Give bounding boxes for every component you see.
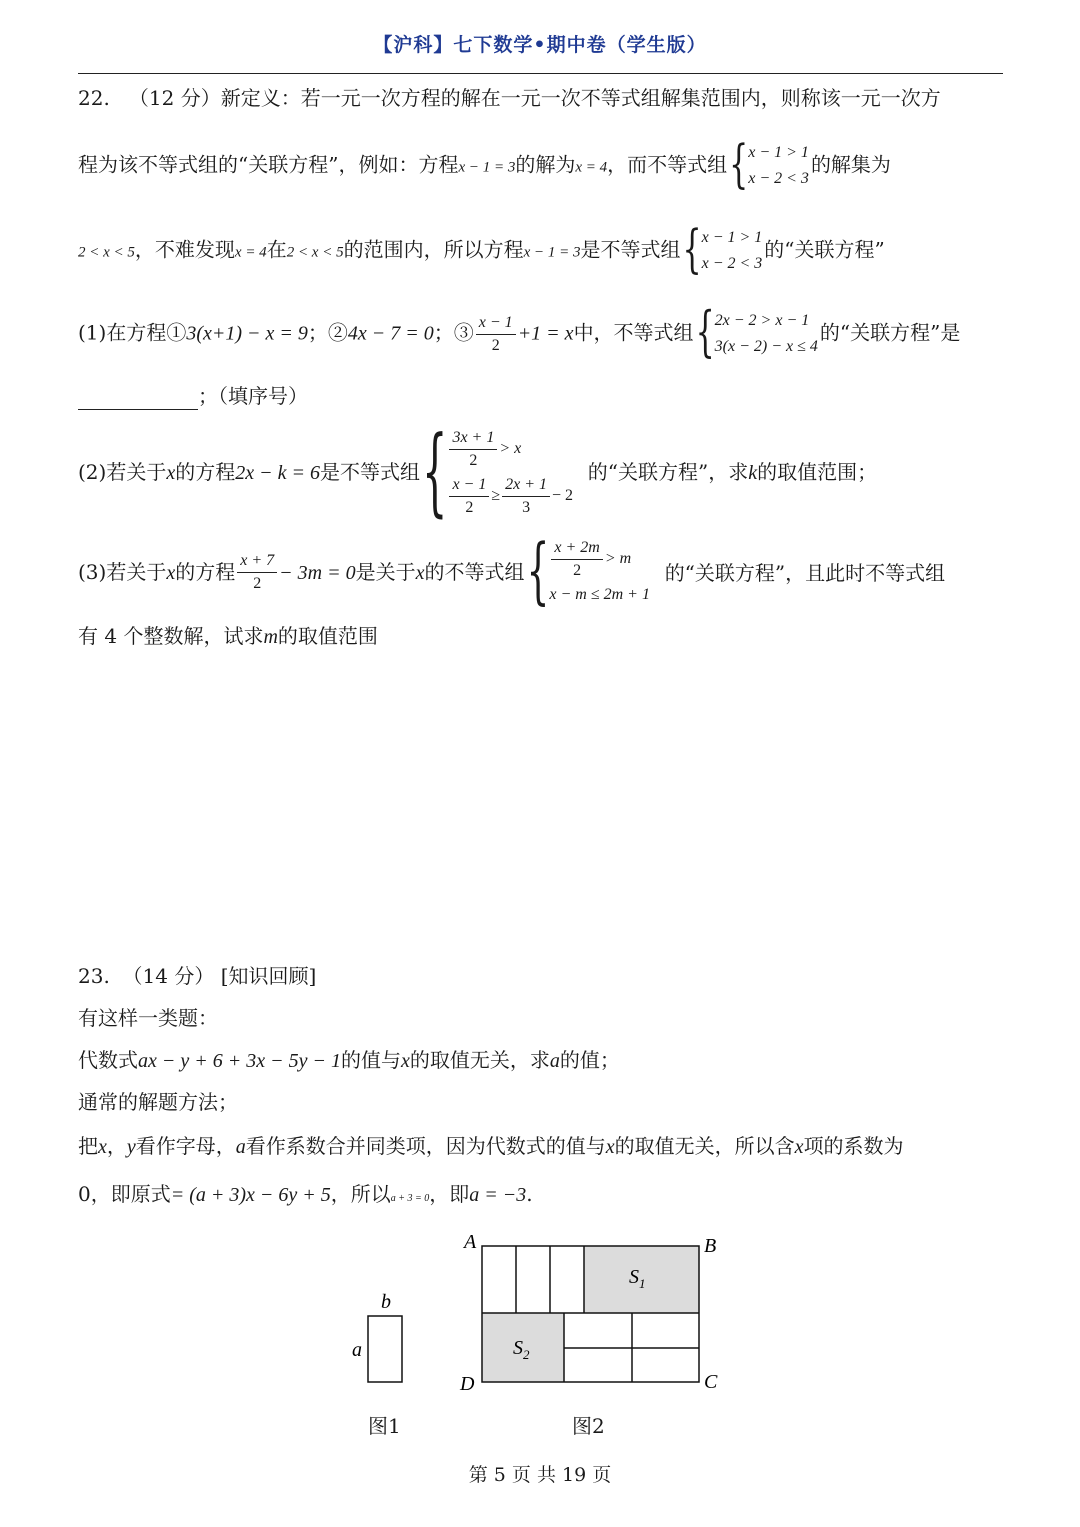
- fraction: [449, 427, 497, 472]
- q22-text: 的“关联方程”: [764, 237, 885, 262]
- var-x: x: [794, 1136, 804, 1158]
- q22-line-3: [78, 220, 885, 280]
- var-a: a: [235, 1136, 246, 1158]
- q22-text: 程为该不等式组的“关联方程”，例如：方程: [78, 152, 459, 177]
- q23-text: ，所以: [330, 1182, 391, 1206]
- q22-number: 22.: [78, 86, 110, 110]
- p1-eq1: 3(x+1) − x = 9: [186, 322, 308, 345]
- q23-text: 看作系数合并同类项，因为代数式的值与: [245, 1134, 606, 1158]
- var-m: m: [263, 626, 278, 648]
- p1-system: { 2x − 2 > x − 1 3(x − 2) − x ≤ 4: [695, 301, 818, 365]
- q22-text: 的“关联方程”，且此时不等式组: [664, 560, 946, 585]
- fraction: [449, 474, 489, 519]
- q23-text: 项的系数为: [803, 1134, 904, 1158]
- p2-eq: 2x − k = 6: [235, 462, 320, 484]
- var-x: x: [401, 1050, 410, 1072]
- q22-text: ；③: [433, 320, 474, 345]
- sol-example: x = 4: [575, 159, 608, 176]
- fig1-label-b: b: [381, 1291, 391, 1313]
- eq-example-ref: x − 1 = 3: [523, 244, 581, 261]
- q22-part-1: [78, 301, 961, 365]
- system-example: { x − 1 > 1 x − 2 < 3: [729, 135, 809, 195]
- q22-text: ，不难发现: [134, 237, 235, 262]
- q22-text: 的“关联方程”，求: [587, 460, 749, 484]
- fig1-rectangle: [368, 1316, 402, 1382]
- fraction-numerator: x − 1: [476, 312, 516, 335]
- p3-system: { $\frac{x + 2m}{2}$ > m x − m ≤ 2m + 1: [526, 530, 650, 613]
- range-example-ref: 2 < x < 5: [286, 244, 344, 261]
- system-row: 2x − 2 > x − 1: [714, 312, 810, 329]
- q22-text: (1)在方程①: [78, 320, 187, 345]
- q22-part-1-fill: [78, 382, 308, 410]
- q23-text: 的值；: [559, 1048, 620, 1072]
- system-row: [447, 474, 573, 519]
- header-rule: [78, 73, 1003, 74]
- row-tail: − 2: [552, 486, 574, 504]
- fraction-numerator: x − 1: [449, 474, 489, 497]
- q22-text: 的方程: [175, 560, 236, 584]
- fig1-label-a: a: [352, 1339, 362, 1361]
- q22-line-1: [78, 84, 941, 112]
- p1-fraction: [476, 312, 516, 357]
- q22-text: 的方程: [175, 460, 236, 484]
- q22-part-2: [78, 417, 878, 528]
- q22-text: 的范围内，所以方程: [343, 237, 524, 262]
- q23-text: 的值与: [341, 1048, 401, 1072]
- system-row: x − 2 < 3: [701, 255, 763, 272]
- fraction-denominator: 2: [491, 336, 500, 354]
- fraction-numerator: 3x + 1: [449, 427, 497, 450]
- q23-line-2: 有这样一类题：: [78, 1006, 218, 1030]
- p1-eq2: 4x − 7 = 0: [347, 322, 434, 345]
- q23-line-1: [78, 962, 316, 990]
- system-example-ref: { x − 1 > 1 x − 2 < 3: [682, 220, 763, 280]
- q22-text: ，而不等式组: [607, 152, 728, 177]
- q22-text: 是不等式组: [580, 237, 681, 262]
- q23-text: ，即: [429, 1182, 470, 1206]
- var-x: x: [166, 562, 176, 584]
- fig2-label-B: B: [704, 1235, 717, 1257]
- s1-subscript: 1: [639, 1276, 646, 1291]
- q22-text: 的解集为: [810, 152, 891, 177]
- q22-text: (3)若关于: [78, 560, 167, 584]
- q23-text: 的取值无关，求: [409, 1048, 550, 1072]
- q23-text: .: [526, 1182, 533, 1206]
- q23-line-6: [78, 1180, 533, 1213]
- q23-line-5: [78, 1132, 904, 1161]
- fig2-caption: 图2: [572, 1414, 605, 1438]
- fig2-diagram: [482, 1246, 699, 1382]
- q23-text: 看作字母，: [135, 1134, 236, 1158]
- var-x: x: [166, 462, 176, 484]
- fig1-caption: 图1: [368, 1414, 401, 1438]
- q22-text: 的“关联方程”是: [819, 320, 961, 345]
- s1-letter: S: [629, 1266, 639, 1288]
- fig2-label-C: C: [704, 1371, 718, 1393]
- answer-blank[interactable]: [78, 389, 198, 410]
- q22-intro-1: 新定义：若一元一次方程的解在一元一次不等式组解集范围内，则称该一元一次方: [220, 86, 941, 110]
- q23-tag: [知识回顾]: [220, 964, 317, 988]
- q22-text: 的取值范围: [277, 624, 378, 648]
- fraction: [502, 474, 550, 519]
- p3-fraction: [237, 550, 277, 595]
- page-footer: 第 5 页 共 19 页: [468, 1464, 612, 1486]
- q23-text: ，: [106, 1134, 127, 1158]
- q22-text: 的取值范围；: [757, 460, 878, 484]
- q23-expr: = (a + 3)x − 6y + 5: [170, 1184, 331, 1206]
- row-tail: > x: [499, 439, 522, 457]
- q22-text: ；（填序号）: [198, 384, 308, 408]
- system-row: [447, 427, 573, 472]
- fraction-numerator: 2x + 1: [502, 474, 550, 497]
- sol-example-ref: x = 4: [234, 244, 267, 261]
- fraction-numerator: x + 2m: [551, 537, 602, 560]
- q23-expr: ax − y + 6 + 3x − 5y − 1: [138, 1050, 341, 1072]
- var-x: x: [605, 1136, 615, 1158]
- var-x: x: [415, 562, 425, 584]
- q22-text: 是关于: [355, 560, 416, 584]
- range-example: 2 < x < 5: [78, 244, 135, 261]
- q22-text: (2)若关于: [78, 460, 167, 484]
- system-row: x − m ≤ 2m + 1: [549, 586, 650, 603]
- system-row: x − 1 > 1: [748, 144, 809, 161]
- q22-text: 在: [266, 237, 287, 262]
- q22-text: 的不等式组: [424, 560, 525, 584]
- q22-text: 中，不等式组: [573, 320, 694, 345]
- q22-text: 有 4 个整数解，试求: [78, 624, 264, 648]
- p3-eq-tail: − 3m = 0: [279, 561, 356, 584]
- q23-small-eq: a + 3 = 0: [390, 1193, 430, 1204]
- var-y: y: [126, 1136, 136, 1158]
- fraction-numerator: x + 7: [237, 550, 277, 573]
- fig2-label-A: A: [464, 1231, 477, 1253]
- q22-text: 是不等式组: [319, 460, 420, 484]
- q23-line-3: [78, 1046, 620, 1075]
- row-tail: > m: [604, 550, 632, 568]
- q23-text: 把: [78, 1134, 98, 1158]
- fraction-denominator: 2: [465, 498, 474, 516]
- fraction-denominator: 2: [253, 575, 262, 592]
- var-a: a: [549, 1050, 560, 1072]
- system-row: 3(x − 2) − x ≤ 4: [714, 338, 818, 355]
- fraction-denominator: 2: [573, 562, 582, 579]
- q23-line-4: 通常的解题方法；: [78, 1090, 238, 1114]
- p1-eq3-tail: +1 = x: [517, 322, 574, 345]
- var-k: k: [748, 462, 758, 484]
- system-row: [549, 537, 650, 582]
- q22-line-2: [78, 135, 891, 195]
- q23-result: a = −3: [469, 1184, 527, 1206]
- s2-letter: S: [513, 1337, 523, 1359]
- fig2-label-D: D: [460, 1373, 475, 1395]
- q22-text: 的解为: [515, 152, 576, 177]
- p2-system: { $\frac{3x + 1}{2}$ > x $\frac{x - 1}{2}$ ≥ $\frac{2x + 1}{3}$ − 2: [421, 417, 574, 528]
- q22-score: （12 分）: [128, 86, 221, 110]
- fraction: [551, 537, 602, 582]
- q23-number: 23.: [78, 964, 110, 988]
- q22-text: ；②: [307, 320, 348, 345]
- q22-part-3-line-2: [78, 622, 378, 651]
- s2-subscript: 2: [523, 1347, 530, 1362]
- var-x: x: [98, 1136, 107, 1158]
- row-op: ≥: [491, 486, 501, 504]
- q23-text: 的取值无关，所以含: [614, 1134, 795, 1158]
- q23-score: （14 分）: [122, 964, 215, 988]
- page-header-title: 【沪科】七下数学•期中卷（学生版）: [373, 34, 707, 56]
- system-row: x − 1 > 1: [701, 229, 763, 246]
- fraction-denominator: 3: [522, 498, 531, 516]
- q23-text: 0，即原式: [78, 1182, 171, 1206]
- system-row: x − 2 < 3: [748, 170, 809, 187]
- q22-part-3: [78, 530, 946, 613]
- eq-example: x − 1 = 3: [458, 159, 516, 176]
- fraction-denominator: 2: [469, 451, 478, 469]
- q23-text: 代数式: [78, 1048, 138, 1072]
